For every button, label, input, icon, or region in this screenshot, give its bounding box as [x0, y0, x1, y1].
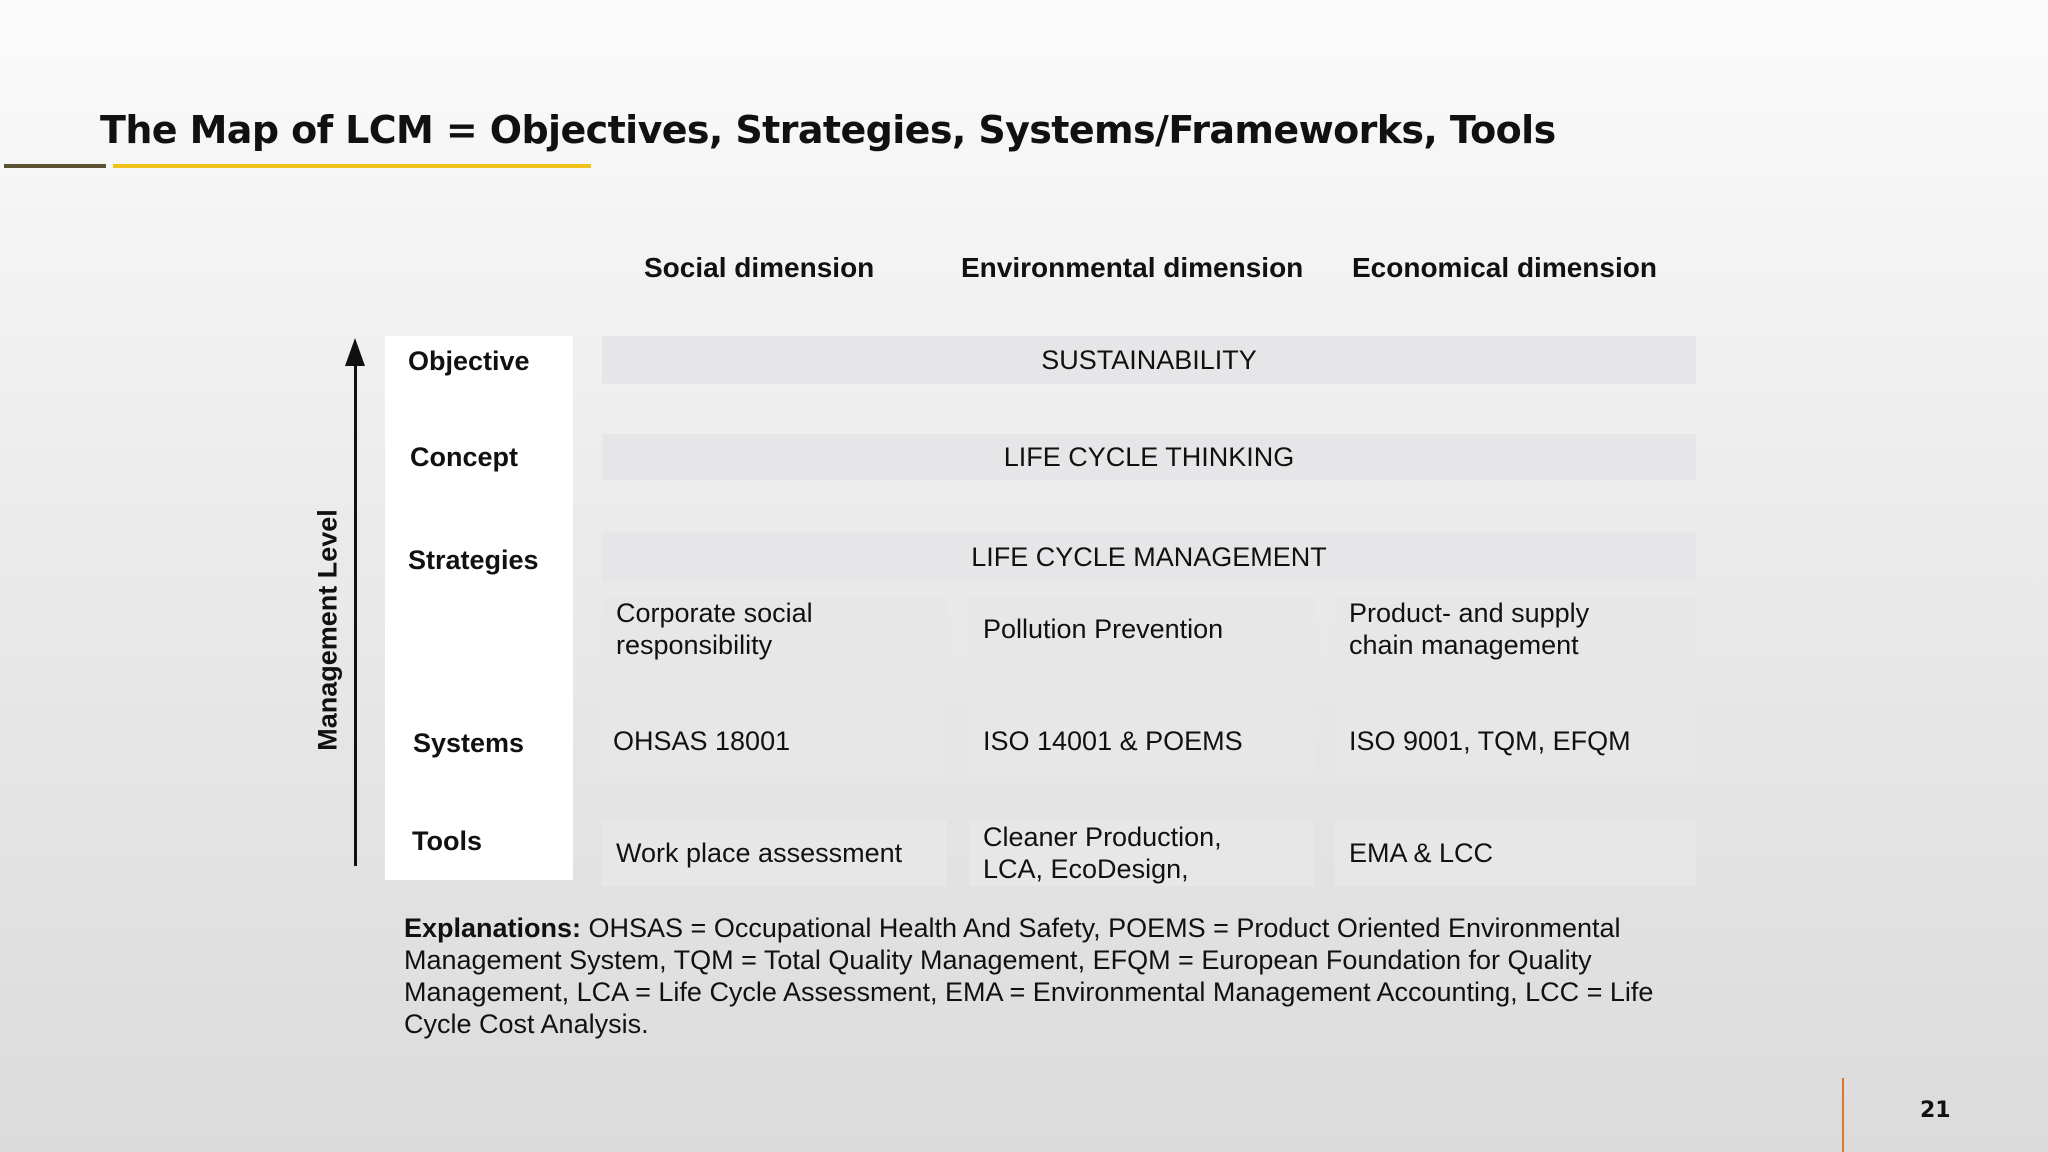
- cell-systems-environmental: ISO 14001 & POEMS: [969, 708, 1314, 774]
- page-number: 21: [1920, 1098, 1951, 1123]
- cell-tools-environmental: Cleaner Production, LCA, EcoDesign,: [969, 820, 1314, 886]
- level-strategies: Strategies: [408, 545, 539, 575]
- cell-tools-social: Work place assessment: [602, 820, 947, 886]
- cell-systems-social: OHSAS 18001: [600, 708, 945, 774]
- cell-strategies-economical: Product- and supply chain management: [1335, 596, 1696, 662]
- level-objective: Objective: [408, 346, 530, 376]
- cell-tools-economical: EMA & LCC: [1335, 820, 1696, 886]
- cell-strategies-social: Corporate social responsibility: [602, 596, 947, 662]
- explanations-label: Explanations:: [404, 913, 582, 943]
- band-life-cycle-management: LIFE CYCLE MANAGEMENT: [602, 532, 1696, 582]
- explanations-text: OHSAS = Occupational Health And Safety, POEMS = Product Oriented Environmental Management System, TQM = Total Quality Management, EFQM = European Foundation for Quality Management, LCA = Life Cycle Assessment, EMA = Environmental Management Accounting, LCC = Life Cycle Cost Analysis.: [404, 913, 1654, 1039]
- level-concept: Concept: [410, 442, 518, 472]
- cell-systems-economical: ISO 9001, TQM, EFQM: [1335, 708, 1696, 774]
- page-divider: [1842, 1078, 1844, 1152]
- level-column: [385, 336, 573, 880]
- title-rule-dark: [4, 164, 106, 168]
- title-rule-gold: [113, 164, 591, 168]
- slide-title: The Map of LCM = Objectives, Strategies, Systems/Frameworks, Tools: [100, 108, 1556, 152]
- band-sustainability: SUSTAINABILITY: [602, 336, 1696, 384]
- axis-line: [354, 350, 357, 866]
- cell-strategies-environmental: Pollution Prevention: [969, 596, 1314, 662]
- dimension-environmental: Environmental dimension: [961, 252, 1304, 283]
- axis-label: Management Level: [312, 509, 343, 751]
- explanations: [404, 912, 1724, 1040]
- level-systems: Systems: [413, 728, 525, 758]
- dimension-social: Social dimension: [644, 252, 875, 283]
- axis-arrow-up-icon: [345, 338, 365, 366]
- level-tools: Tools: [412, 826, 482, 856]
- dimension-economical: Economical dimension: [1352, 252, 1657, 283]
- band-life-cycle-thinking: LIFE CYCLE THINKING: [602, 434, 1696, 480]
